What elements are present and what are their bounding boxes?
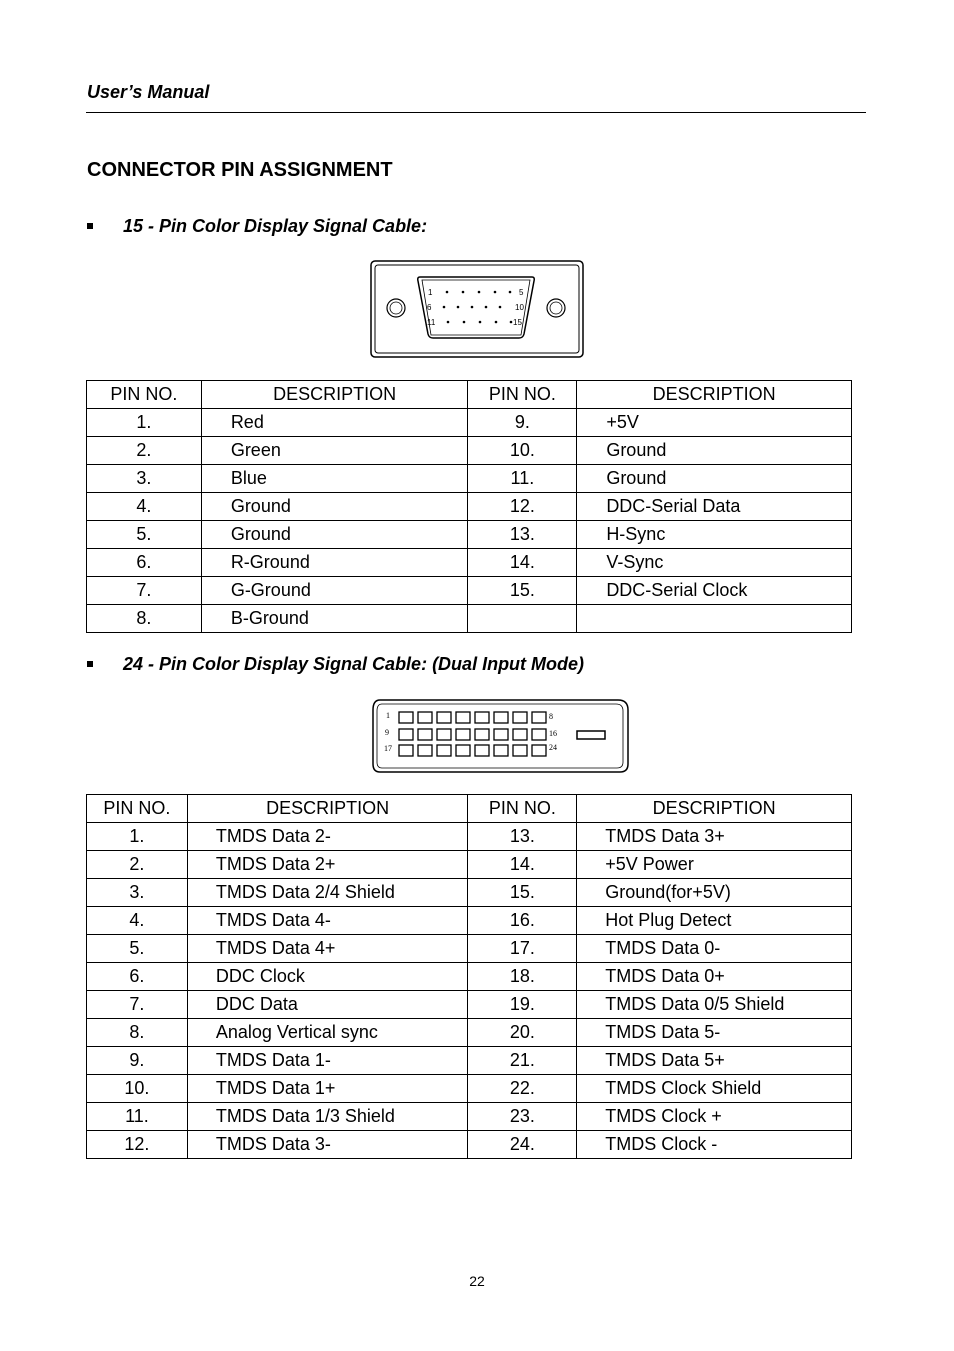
pin-description-cell: TMDS Clock + bbox=[577, 1103, 852, 1131]
pin-number-cell: 8. bbox=[87, 605, 202, 633]
pin-description-cell: Ground(for+5V) bbox=[577, 879, 852, 907]
pin-number-cell: 18. bbox=[468, 963, 577, 991]
pin-description-cell: Red bbox=[201, 409, 468, 437]
pin-number-cell: 24. bbox=[468, 1131, 577, 1159]
pin-description-cell: Ground bbox=[577, 437, 852, 465]
pin-description-cell: TMDS Data 0/5 Shield bbox=[577, 991, 852, 1019]
dvi-pin-icon bbox=[418, 729, 432, 740]
dvi-pin-icon bbox=[532, 745, 546, 756]
vga-heading bbox=[87, 216, 427, 237]
pin-description-cell: H-Sync bbox=[577, 521, 852, 549]
header-title: User’s Manual bbox=[87, 82, 210, 102]
dvi-pin-icon bbox=[456, 712, 470, 723]
pin-number-cell: 9. bbox=[468, 409, 577, 437]
dvi-heading-text: 24 - Pin Color Display Signal Cable: (Dual Input Mode) bbox=[123, 654, 585, 674]
svg-text:5: 5 bbox=[519, 288, 524, 297]
table-row bbox=[87, 605, 852, 633]
pin-number-cell: 5. bbox=[87, 935, 188, 963]
pin-description-cell: +5V Power bbox=[577, 851, 852, 879]
pin-description-cell: +5V bbox=[577, 409, 852, 437]
svg-text:8: 8 bbox=[549, 712, 553, 721]
pin-description-cell: TMDS Data 1- bbox=[187, 1047, 468, 1075]
column-header: PIN NO. bbox=[468, 795, 577, 823]
dvi-pin-icon bbox=[475, 745, 489, 756]
pin-number-cell bbox=[468, 605, 577, 633]
svg-text:16: 16 bbox=[549, 729, 557, 738]
dvi-pin-icon bbox=[494, 745, 508, 756]
pin-description-cell: DDC Clock bbox=[187, 963, 468, 991]
pin-number-cell: 10. bbox=[87, 1075, 188, 1103]
dvi-pin-icon bbox=[494, 712, 508, 723]
dvi-pin-icon bbox=[437, 712, 451, 723]
pin-number-cell: 22. bbox=[468, 1075, 577, 1103]
pin-description-cell: R-Ground bbox=[201, 549, 468, 577]
analog-blade-icon bbox=[577, 731, 605, 739]
table-row bbox=[87, 935, 852, 963]
pin-number-cell: 10. bbox=[468, 437, 577, 465]
column-header: DESCRIPTION bbox=[577, 795, 852, 823]
table-row bbox=[87, 991, 852, 1019]
pin-number-cell: 1. bbox=[87, 823, 188, 851]
pin-number-cell: 12. bbox=[468, 493, 577, 521]
svg-text:11: 11 bbox=[427, 318, 436, 327]
dvi-pin-table bbox=[86, 794, 852, 1159]
dvi-pin-icon bbox=[494, 729, 508, 740]
pin-number-cell: 19. bbox=[468, 991, 577, 1019]
pin-number-cell: 4. bbox=[87, 493, 202, 521]
dvi-pin-icon bbox=[532, 729, 546, 740]
dvi-pin-icon bbox=[513, 712, 527, 723]
pin-description-cell: TMDS Data 0+ bbox=[577, 963, 852, 991]
pin-description-cell: TMDS Data 2/4 Shield bbox=[187, 879, 468, 907]
table-row bbox=[87, 851, 852, 879]
pin-number-cell: 13. bbox=[468, 823, 577, 851]
pin-number-cell: 15. bbox=[468, 879, 577, 907]
pin-number-cell: 7. bbox=[87, 991, 188, 1019]
header-divider bbox=[86, 112, 866, 113]
vga-pin-table bbox=[86, 380, 852, 633]
bullet-icon bbox=[87, 223, 93, 229]
dvi-pin-icon bbox=[418, 712, 432, 723]
pin-description-cell: Ground bbox=[201, 521, 468, 549]
table-row bbox=[87, 823, 852, 851]
pin-description-cell: TMDS Data 2+ bbox=[187, 851, 468, 879]
pin-number-cell: 16. bbox=[468, 907, 577, 935]
dvi-pin-icon bbox=[437, 745, 451, 756]
svg-text:1: 1 bbox=[386, 711, 390, 720]
svg-text:9: 9 bbox=[385, 728, 389, 737]
pin-description-cell: G-Ground bbox=[201, 577, 468, 605]
table-row bbox=[87, 549, 852, 577]
pin-description-cell: TMDS Data 2- bbox=[187, 823, 468, 851]
pin-description-cell: TMDS Data 1/3 Shield bbox=[187, 1103, 468, 1131]
pin-number-cell: 14. bbox=[468, 549, 577, 577]
svg-text:17: 17 bbox=[384, 744, 392, 753]
column-header: DESCRIPTION bbox=[577, 381, 852, 409]
pin-number-cell: 6. bbox=[87, 963, 188, 991]
pin-number-cell: 17. bbox=[468, 935, 577, 963]
dvi-pin-icon bbox=[437, 729, 451, 740]
table-row bbox=[87, 1019, 852, 1047]
dvi-pin-icon bbox=[456, 729, 470, 740]
dvi-connector-diagram bbox=[370, 698, 631, 774]
pin-description-cell: TMDS Data 3- bbox=[187, 1131, 468, 1159]
pin-description-cell: Ground bbox=[577, 465, 852, 493]
pin-number-cell: 6. bbox=[87, 549, 202, 577]
pin-number-cell: 4. bbox=[87, 907, 188, 935]
dvi-pin-icon bbox=[513, 745, 527, 756]
pin-description-cell: Green bbox=[201, 437, 468, 465]
pin-number-cell: 9. bbox=[87, 1047, 188, 1075]
pin-number-cell: 2. bbox=[87, 851, 188, 879]
pin-description-cell: TMDS Data 5- bbox=[577, 1019, 852, 1047]
table-row bbox=[87, 409, 852, 437]
bullet-icon bbox=[87, 661, 93, 667]
dvi-pin-icon bbox=[475, 712, 489, 723]
pin-number-cell: 3. bbox=[87, 465, 202, 493]
dvi-pin-icon bbox=[456, 745, 470, 756]
dvi-pin-icon bbox=[399, 712, 413, 723]
pin-number-cell: 13. bbox=[468, 521, 577, 549]
pin-description-cell: Hot Plug Detect bbox=[577, 907, 852, 935]
pin-number-cell: 8. bbox=[87, 1019, 188, 1047]
pin-number-cell: 21. bbox=[468, 1047, 577, 1075]
pin-number-cell: 23. bbox=[468, 1103, 577, 1131]
column-header: DESCRIPTION bbox=[201, 381, 468, 409]
pin-number-cell: 2. bbox=[87, 437, 202, 465]
table-row bbox=[87, 907, 852, 935]
pin-number-cell: 20. bbox=[468, 1019, 577, 1047]
vga-connector-diagram bbox=[370, 260, 585, 359]
dvi-pin-icon bbox=[513, 729, 527, 740]
table-row bbox=[87, 465, 852, 493]
page-number: 22 bbox=[469, 1273, 485, 1289]
column-header: PIN NO. bbox=[468, 381, 577, 409]
pin-description-cell bbox=[577, 605, 852, 633]
column-header: PIN NO. bbox=[87, 381, 202, 409]
pin-description-cell: TMDS Data 0- bbox=[577, 935, 852, 963]
table-row bbox=[87, 493, 852, 521]
pin-description-cell: Analog Vertical sync bbox=[187, 1019, 468, 1047]
pin-description-cell: DDC-Serial Clock bbox=[577, 577, 852, 605]
pin-number-cell: 15. bbox=[468, 577, 577, 605]
svg-text:1: 1 bbox=[428, 288, 433, 297]
table-row bbox=[87, 521, 852, 549]
pin-number-cell: 5. bbox=[87, 521, 202, 549]
svg-text:6: 6 bbox=[427, 303, 432, 312]
pin-number-cell: 12. bbox=[87, 1131, 188, 1159]
pin-number-cell: 1. bbox=[87, 409, 202, 437]
dvi-pin-icon bbox=[475, 729, 489, 740]
pin-description-cell: DDC-Serial Data bbox=[577, 493, 852, 521]
table-row bbox=[87, 1131, 852, 1159]
pin-description-cell: TMDS Clock - bbox=[577, 1131, 852, 1159]
pin-description-cell: TMDS Clock Shield bbox=[577, 1075, 852, 1103]
pin-description-cell: TMDS Data 1+ bbox=[187, 1075, 468, 1103]
dvi-pin-icon bbox=[418, 745, 432, 756]
pin-description-cell: TMDS Data 5+ bbox=[577, 1047, 852, 1075]
pin-number-cell: 7. bbox=[87, 577, 202, 605]
dvi-heading bbox=[87, 654, 584, 675]
pin-description-cell: Ground bbox=[201, 493, 468, 521]
svg-text:24: 24 bbox=[549, 743, 557, 752]
table-row bbox=[87, 577, 852, 605]
pin-number-cell: 11. bbox=[87, 1103, 188, 1131]
pin-number-cell: 11. bbox=[468, 465, 577, 493]
section-title: CONNECTOR PIN ASSIGNMENT bbox=[87, 159, 393, 181]
pin-description-cell: B-Ground bbox=[201, 605, 468, 633]
pin-description-cell: Blue bbox=[201, 465, 468, 493]
table-row bbox=[87, 963, 852, 991]
pin-description-cell: TMDS Data 4- bbox=[187, 907, 468, 935]
column-header: DESCRIPTION bbox=[187, 795, 468, 823]
pin-number-cell: 3. bbox=[87, 879, 188, 907]
pin-description-cell: DDC Data bbox=[187, 991, 468, 1019]
table-header-row bbox=[87, 795, 852, 823]
pin-number-cell: 14. bbox=[468, 851, 577, 879]
table-header-row bbox=[87, 381, 852, 409]
table-row bbox=[87, 437, 852, 465]
table-row bbox=[87, 1075, 852, 1103]
dvi-pin-icon bbox=[399, 729, 413, 740]
table-row bbox=[87, 879, 852, 907]
pin-description-cell: TMDS Data 3+ bbox=[577, 823, 852, 851]
column-header: PIN NO. bbox=[87, 795, 188, 823]
dvi-pin-icon bbox=[532, 712, 546, 723]
svg-text:10: 10 bbox=[515, 303, 524, 312]
table-row bbox=[87, 1103, 852, 1131]
pin-description-cell: TMDS Data 4+ bbox=[187, 935, 468, 963]
pin-description-cell: V-Sync bbox=[577, 549, 852, 577]
vga-heading-text: 15 - Pin Color Display Signal Cable: bbox=[123, 216, 428, 236]
svg-text:15: 15 bbox=[513, 318, 522, 327]
table-row bbox=[87, 1047, 852, 1075]
dvi-pin-icon bbox=[399, 745, 413, 756]
